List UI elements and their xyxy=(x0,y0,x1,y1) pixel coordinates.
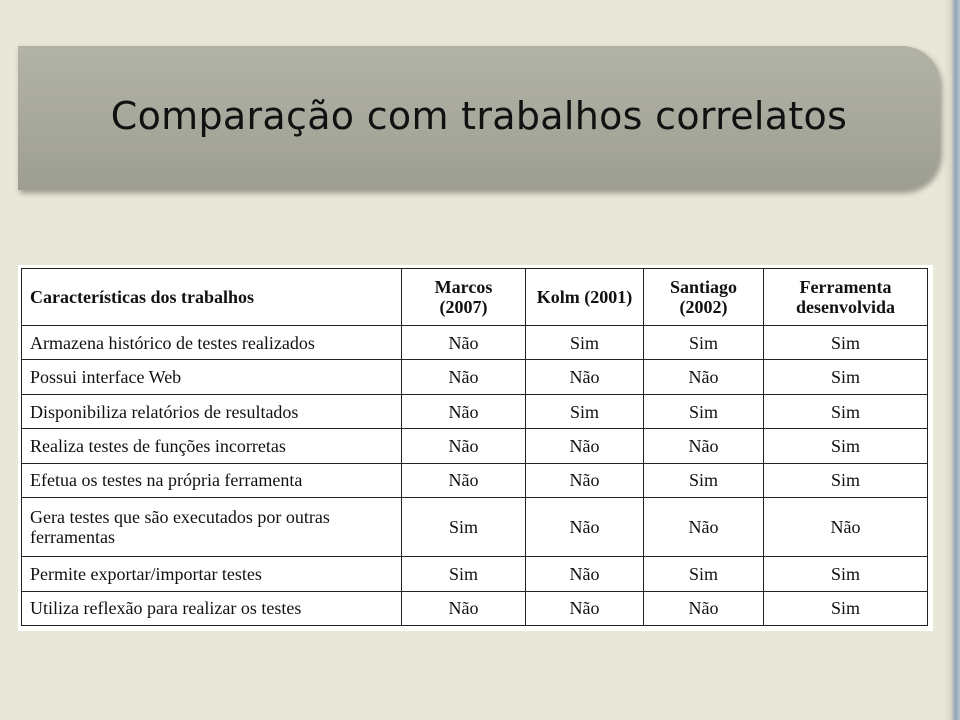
slide-edge-decoration xyxy=(944,0,960,720)
header-features: Características dos trabalhos xyxy=(22,269,402,326)
row-feature: Armazena histórico de testes realizados xyxy=(22,326,402,360)
cell-marcos: Não xyxy=(402,463,526,497)
cell-kolm: Não xyxy=(526,429,644,463)
row-feature: Realiza testes de funções incorretas xyxy=(22,429,402,463)
cell-ferramenta: Sim xyxy=(764,360,928,394)
row-feature: Possui interface Web xyxy=(22,360,402,394)
cell-ferramenta: Sim xyxy=(764,463,928,497)
comparison-table-image xyxy=(18,265,933,631)
cell-marcos: Não xyxy=(402,429,526,463)
header-ferramenta: Ferramenta desenvolvida xyxy=(764,269,928,326)
cell-santiago: Sim xyxy=(644,326,764,360)
table-row xyxy=(22,326,928,360)
table-row xyxy=(22,557,928,591)
table-row xyxy=(22,394,928,428)
cell-santiago: Não xyxy=(644,429,764,463)
row-feature: Permite exportar/importar testes xyxy=(22,557,402,591)
header-santiago: Santiago (2002) xyxy=(644,269,764,326)
slide-title: Comparação com trabalhos correlatos xyxy=(110,94,848,138)
row-feature: Gera testes que são executados por outras ferramentas xyxy=(22,498,402,557)
cell-marcos: Não xyxy=(402,326,526,360)
cell-marcos: Não xyxy=(402,591,526,626)
cell-ferramenta: Não xyxy=(764,498,928,557)
cell-kolm: Não xyxy=(526,591,644,626)
cell-santiago: Não xyxy=(644,360,764,394)
cell-ferramenta: Sim xyxy=(764,591,928,626)
table-row xyxy=(22,591,928,626)
cell-marcos: Sim xyxy=(402,498,526,557)
table-row xyxy=(22,360,928,394)
cell-ferramenta: Sim xyxy=(764,429,928,463)
table-header-row xyxy=(22,269,928,326)
cell-kolm: Não xyxy=(526,360,644,394)
cell-santiago: Não xyxy=(644,591,764,626)
cell-kolm: Não xyxy=(526,557,644,591)
title-band xyxy=(18,46,940,190)
cell-ferramenta: Sim xyxy=(764,326,928,360)
row-feature: Efetua os testes na própria ferramenta xyxy=(22,463,402,497)
row-feature: Utiliza reflexão para realizar os testes xyxy=(22,591,402,626)
header-kolm: Kolm (2001) xyxy=(526,269,644,326)
cell-marcos: Não xyxy=(402,394,526,428)
table-row xyxy=(22,463,928,497)
cell-santiago: Sim xyxy=(644,463,764,497)
cell-santiago: Sim xyxy=(644,557,764,591)
cell-marcos: Sim xyxy=(402,557,526,591)
cell-kolm: Não xyxy=(526,463,644,497)
cell-ferramenta: Sim xyxy=(764,557,928,591)
cell-santiago: Não xyxy=(644,498,764,557)
cell-marcos: Não xyxy=(402,360,526,394)
cell-ferramenta: Sim xyxy=(764,394,928,428)
cell-kolm: Sim xyxy=(526,326,644,360)
table-row xyxy=(22,498,928,557)
header-marcos: Marcos (2007) xyxy=(402,269,526,326)
row-feature: Disponibiliza relatórios de resultados xyxy=(22,394,402,428)
cell-kolm: Sim xyxy=(526,394,644,428)
comparison-table xyxy=(21,268,928,626)
table-row xyxy=(22,429,928,463)
cell-santiago: Sim xyxy=(644,394,764,428)
cell-kolm: Não xyxy=(526,498,644,557)
